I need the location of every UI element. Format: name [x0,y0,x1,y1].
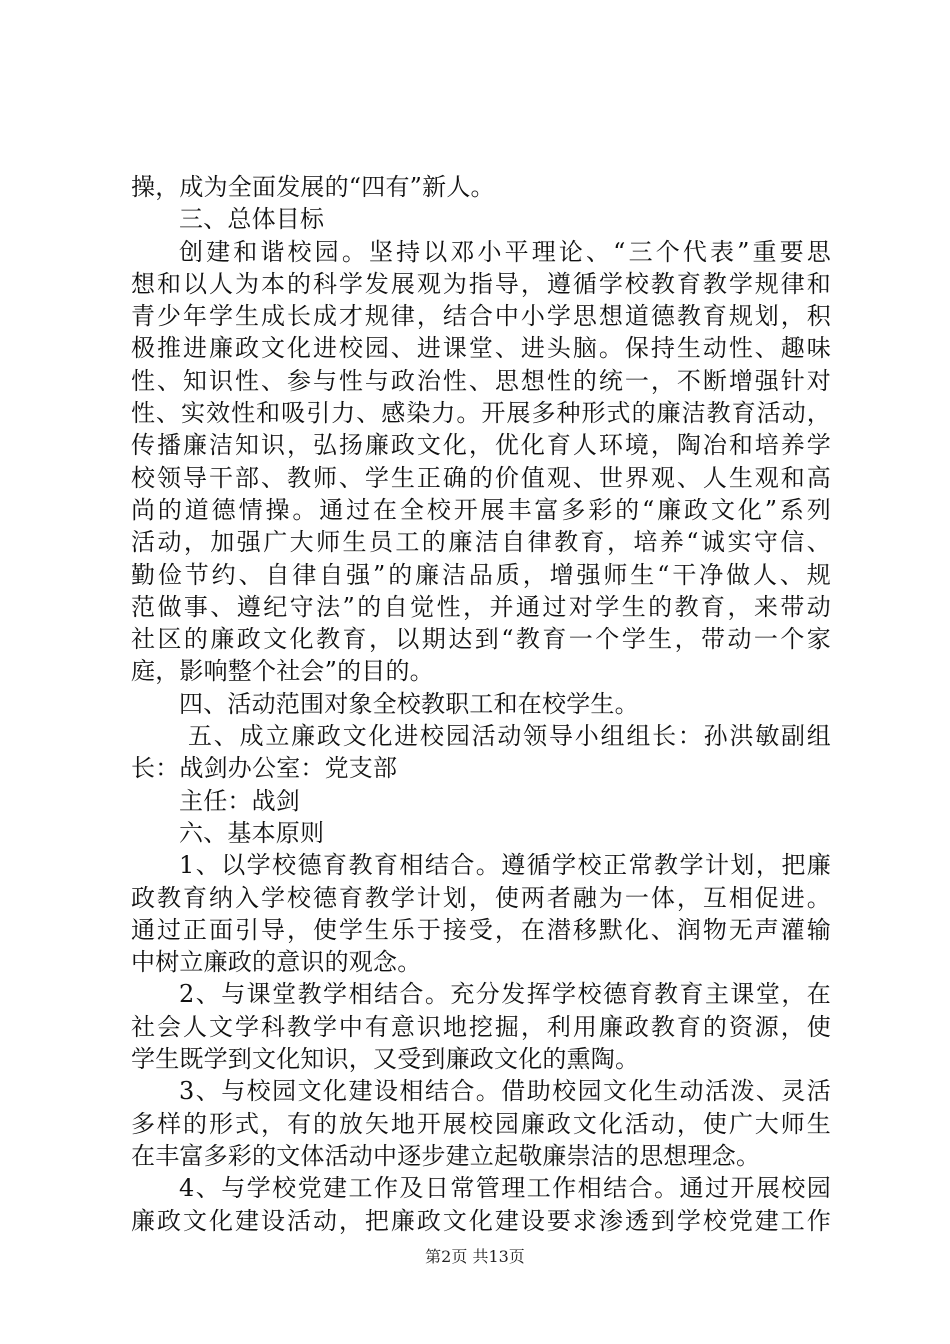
document-line: 社区的廉政文化教育，以期达到“教育一个学生，带动一个家 [131,625,831,654]
document-line: 青少年学生成长成才规律，结合中小学思想道德教育规划，积 [131,302,831,331]
document-line: 勤俭节约、自律自强”的廉洁品质，增强师生“干净做人、规 [131,560,831,589]
document-line: 四、活动范围对象全校教职工和在校学生。 [179,689,639,718]
document-line: 性、实效性和吸引力、感染力。开展多种形式的廉洁教育活动， [131,399,831,428]
document-line: 社会人文学科教学中有意识地挖掘，利用廉政教育的资源，使 [131,1012,831,1041]
document-line: 学生既学到文化知识，又受到廉政文化的熏陶。 [131,1045,640,1074]
document-line: 长：战剑办公室：党支部 [131,754,398,783]
document-line: 2、与课堂教学相结合。充分发挥学校德育教育主课堂，在 [179,980,831,1009]
document-line: 范做事、遵纪守法”的自觉性，并通过对学生的教育，来带动 [131,592,831,621]
document-line: 通过正面引导，使学生乐于接受，在潜移默化、润物无声灌输 [131,915,831,944]
document-line: 五、成立廉政文化进校园活动领导小组组长：孙洪敏副组 [188,722,831,751]
document-line: 政教育纳入学校德育教学计划，使两者融为一体，互相促进。 [131,883,831,912]
document-line: 想和以人为本的科学发展观为指导，遵循学校教育教学规律和 [131,269,831,298]
document-line: 六、基本原则 [179,818,325,847]
document-line: 极推进廉政文化进校园、进课堂、进头脑。保持生动性、趣味 [131,334,831,363]
document-line: 三、总体目标 [179,205,325,234]
document-line: 1、以学校德育教育相结合。遵循学校正常教学计划，把廉 [179,851,831,880]
document-line: 活动，加强广大师生员工的廉洁自律教育，培养“诚实守信、 [131,528,831,557]
document-line: 3、与校园文化建设相结合。借助校园文化生动活泼、灵活 [179,1077,831,1106]
document-line: 尚的道德情操。通过在全校开展丰富多彩的“廉政文化”系列 [131,495,831,524]
document-line: 主任：战剑 [179,786,300,815]
document-line: 创建和谐校园。坚持以邓小平理论、“三个代表”重要思 [179,237,831,266]
document-line: 多样的形式，有的放矢地开展校园廉政文化活动，使广大师生 [131,1109,831,1138]
document-line: 庭，影响整个社会”的目的。 [131,657,434,686]
document-line: 廉政文化建设活动，把廉政文化建设要求渗透到学校党建工作 [131,1206,831,1235]
document-line: 校领导干部、教师、学生正确的价值观、世界观、人生观和高 [131,463,831,492]
document-line: 4、与学校党建工作及日常管理工作相结合。通过开展校园 [179,1174,831,1203]
document-line: 在丰富多彩的文体活动中逐步建立起敬廉崇洁的思想理念。 [131,1141,761,1170]
document-line: 中树立廉政的意识的观念。 [131,948,422,977]
document-line: 传播廉洁知识，弘扬廉政文化，优化育人环境，陶冶和培养学 [131,431,831,460]
document-body [131,171,831,1237]
document-line: 性、知识性、参与性与政治性、思想性的统一，不断增强针对 [131,366,831,395]
document-line: 操，成为全面发展的“四有”新人。 [131,173,495,201]
page-footer: 第2页 共13页 [425,1247,525,1266]
